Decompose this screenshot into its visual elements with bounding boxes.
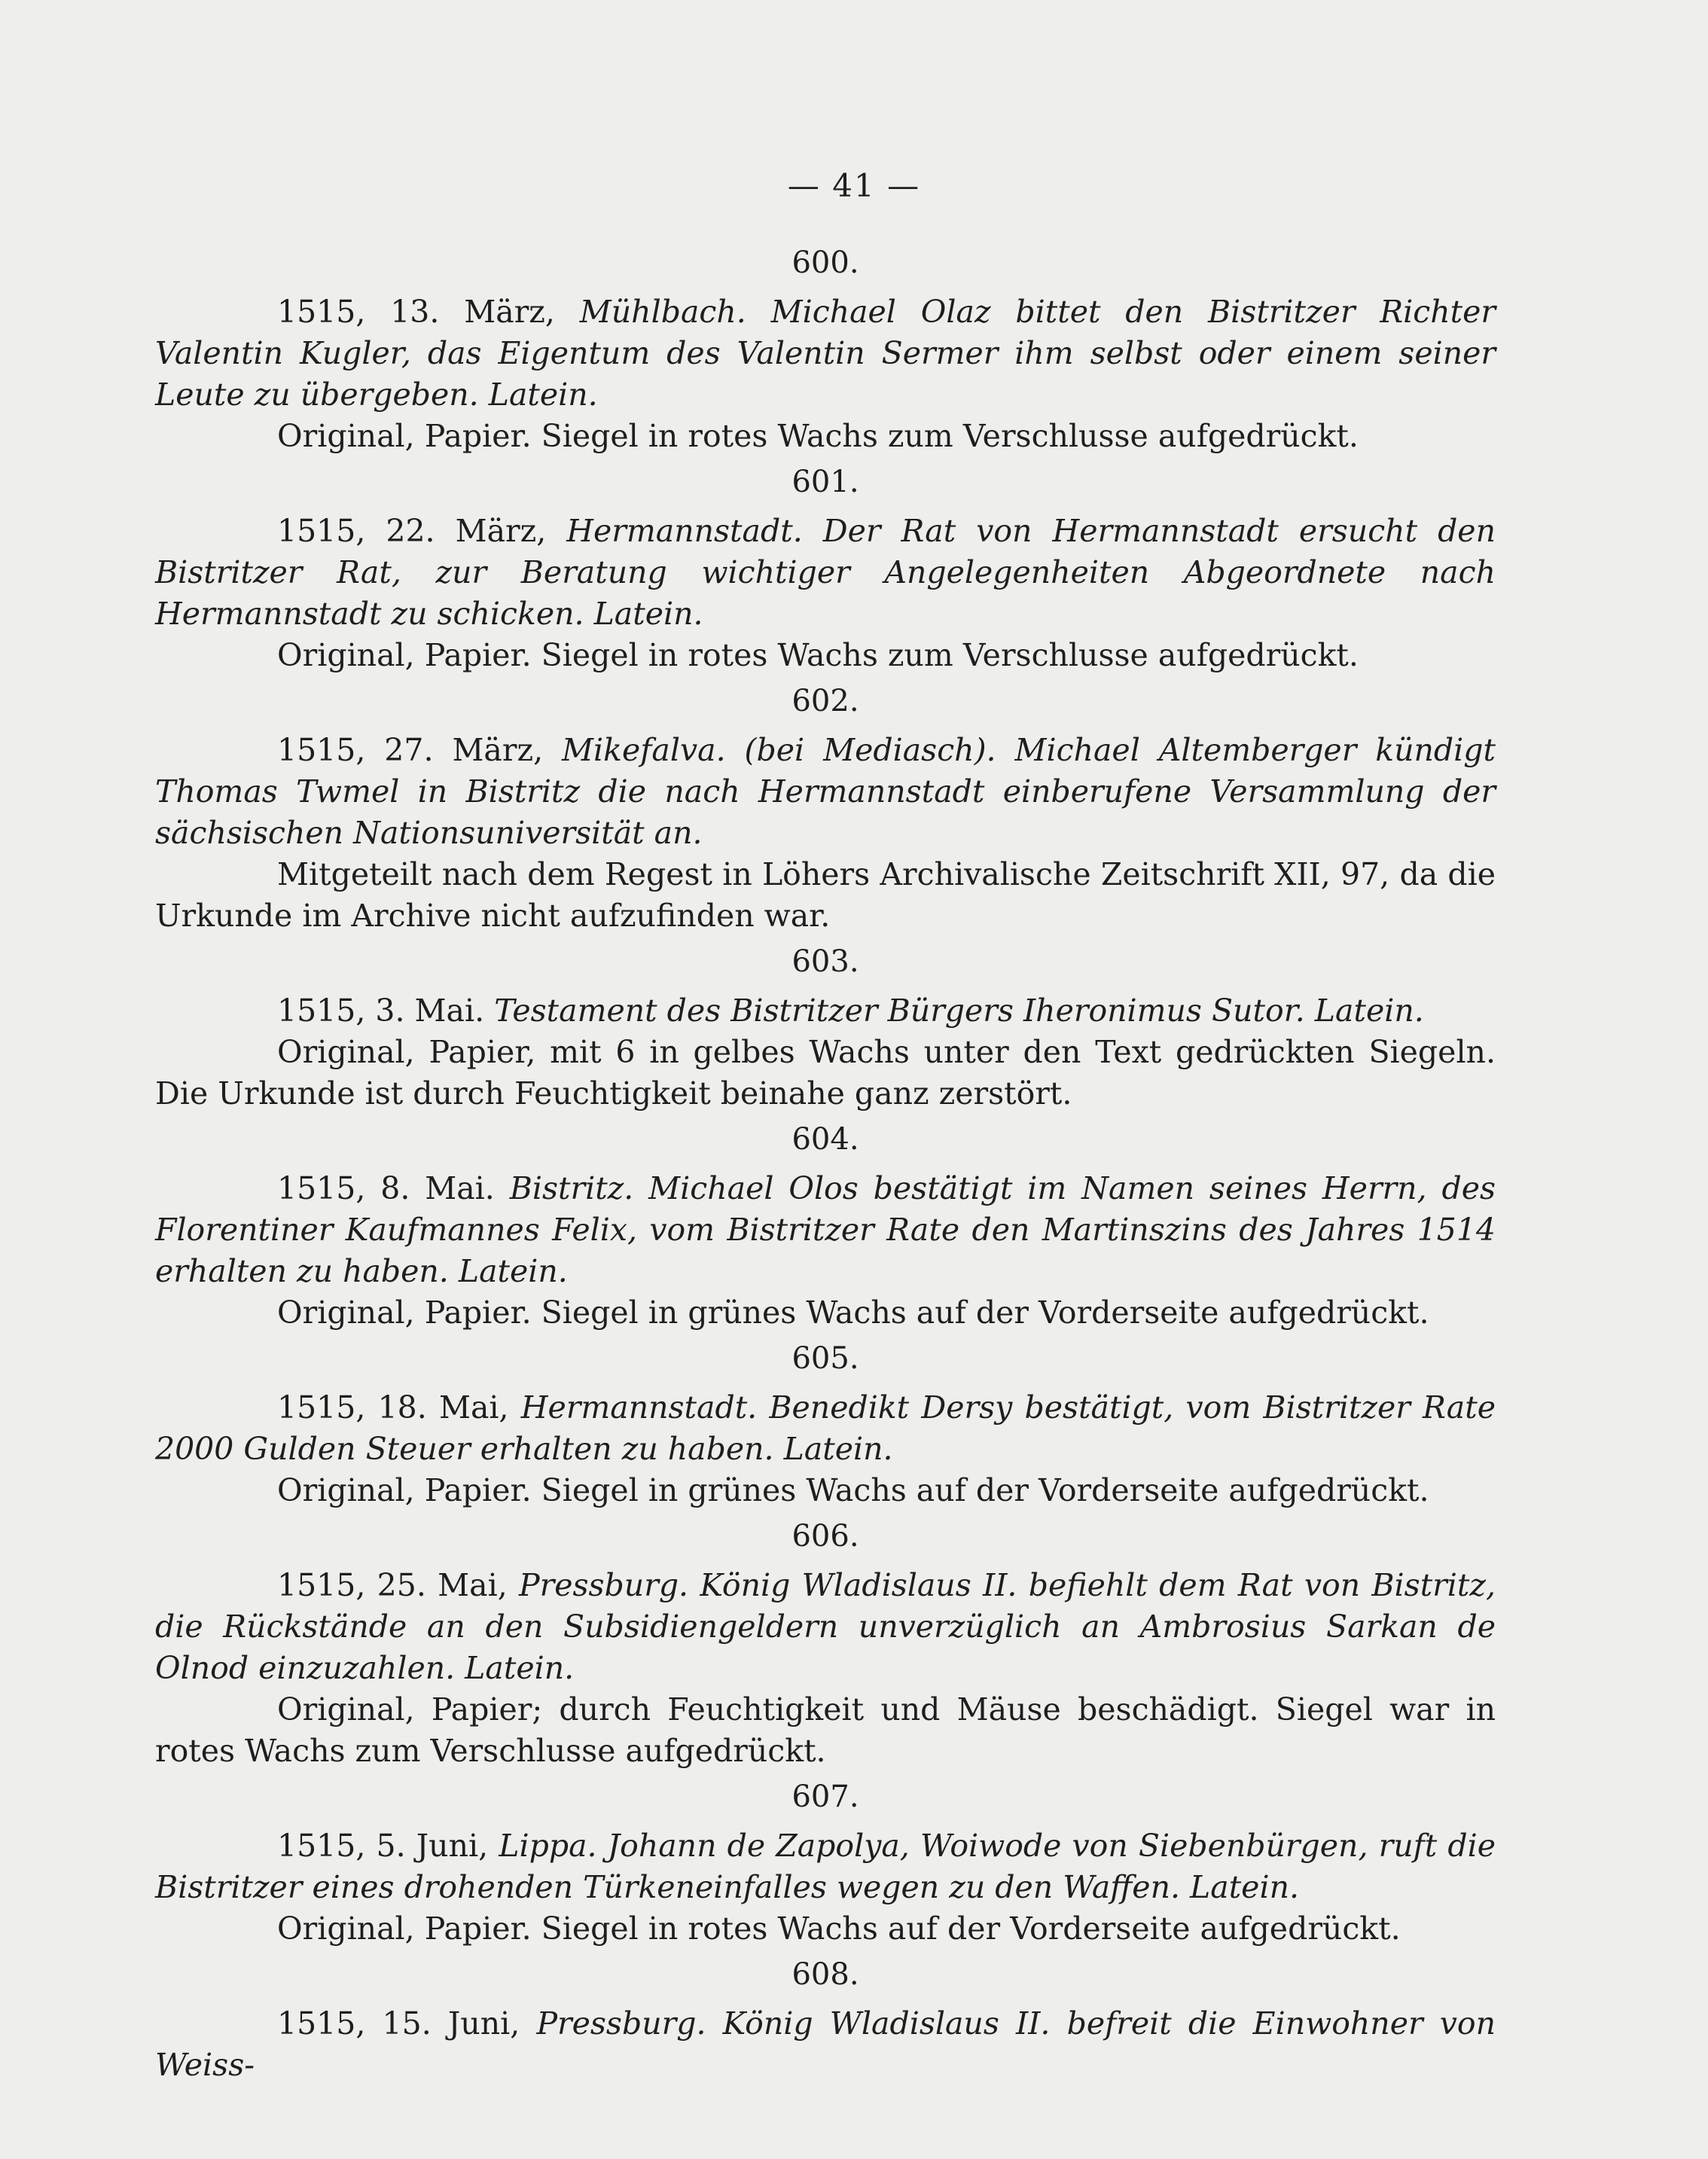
entry-number: 600.	[791, 245, 859, 280]
regest-entry	[155, 242, 1496, 457]
regest-entry	[155, 681, 1496, 937]
entry-number: 605.	[791, 1341, 859, 1376]
entry-number: 601.	[791, 465, 859, 499]
entry-summary: Pressburg. König Wladislaus II. befiehlt dem Rat von Bistritz, die Rückstände an den Subsidiengeldern unverzüglich an Ambrosius Sarkan de Olnod einzuzahlen. Latein.	[155, 1567, 1496, 1686]
entry-regest	[155, 990, 1496, 1032]
entry-note: Original, Papier. Siegel in rotes Wachs auf der Vorderseite aufgedrückt.	[277, 1910, 1401, 1947]
entry-regest	[155, 1387, 1496, 1470]
entry-date: 1515, 18. Mai,	[277, 1389, 509, 1426]
entry-summary: Mikefalva. (bei Mediasch). Michael Altemberger kündigt Thomas Twmel in Bistritz die nach Hermannstadt einberufene Versammlung der sächsischen Nationsuniversität an.	[155, 732, 1496, 851]
entry-regest	[155, 511, 1496, 635]
entry-regest	[155, 1825, 1496, 1908]
regest-entry	[155, 941, 1496, 1115]
entry-note: Original, Papier. Siegel in rotes Wachs zum Verschlusse aufgedrückt.	[277, 418, 1359, 454]
entry-date: 1515, 22. März,	[277, 513, 547, 549]
entry-summary: Testament des Bistritzer Bürgers Iheronimus Sutor. Latein.	[494, 993, 1424, 1029]
regest-entry	[155, 462, 1496, 676]
entry-summary: Hermannstadt. Der Rat von Hermannstadt ersucht den Bistritzer Rat, zur Beratung wichtiger Angelegenheiten Abgeordnete nach Hermannstadt zu schicken. Latein.	[155, 513, 1496, 632]
entry-date: 1515, 3. Mai.	[277, 993, 485, 1029]
entry-date: 1515, 27. März,	[277, 732, 544, 768]
entry-date: 1515, 25. Mai,	[277, 1567, 508, 1603]
entry-number: 607.	[791, 1779, 859, 1814]
entry-regest	[155, 1565, 1496, 1689]
entry-note: Original, Papier; durch Feuchtigkeit und Mäuse beschädigt. Siegel war in rotes Wachs zum Verschlusse aufgedrückt.	[155, 1691, 1496, 1769]
entry-date: 1515, 15. Juni,	[277, 2005, 520, 2042]
entry-note: Original, Papier. Siegel in grünes Wachs auf der Vorderseite aufgedrückt.	[277, 1472, 1429, 1508]
entry-note: Original, Papier. Siegel in grünes Wachs auf der Vorderseite aufgedrückt.	[277, 1294, 1429, 1331]
entry-regest	[155, 2003, 1496, 2086]
entry-summary: Hermannstadt. Benedikt Dersy bestätigt, vom Bistritzer Rate 2000 Gulden Steuer erhalten zu haben. Latein.	[155, 1389, 1496, 1467]
entry-number: 608.	[791, 1957, 859, 1992]
regest-list	[155, 239, 1496, 2090]
entry-number: 606.	[791, 1519, 859, 1554]
regest-entry	[155, 1516, 1496, 1772]
regest-entry	[155, 1776, 1496, 1950]
entry-regest	[155, 730, 1496, 854]
entry-number: 604.	[791, 1122, 859, 1157]
entry-number: 603.	[791, 944, 859, 979]
entry-note: Original, Papier. Siegel in rotes Wachs zum Verschlusse aufgedrückt.	[277, 637, 1359, 673]
entry-regest	[155, 1168, 1496, 1292]
regest-entry	[155, 1954, 1496, 2086]
entry-summary: Mühlbach. Michael Olaz bittet den Bistritzer Richter Valentin Kugler, das Eigentum des Valentin Sermer ihm selbst oder einem seiner Leute zu übergeben. Latein.	[155, 294, 1496, 413]
entry-summary: Bistritz. Michael Olos bestätigt im Namen seines Herrn, des Florentiner Kaufmannes Felix, vom Bistritzer Rate den Martinszins des Jahres 1514 erhalten zu haben. Latein.	[155, 1170, 1496, 1289]
page-number: — 41 —	[787, 167, 921, 204]
entry-date: 1515, 5. Juni,	[277, 1828, 489, 1864]
entry-date: 1515, 8. Mai.	[277, 1170, 495, 1206]
entry-number: 602.	[791, 684, 859, 718]
regest-entry	[155, 1338, 1496, 1511]
entry-date: 1515, 13. März,	[277, 294, 555, 330]
entry-regest	[155, 291, 1496, 416]
entry-summary: Pressburg. König Wladislaus II. befreit die Einwohner von Weiss-	[155, 2005, 1496, 2083]
entry-summary: Lippa. Johann de Zapolya, Woiwode von Siebenbürgen, ruft die Bistritzer eines drohenden Türkeneinfalles wegen zu den Waffen. Latein.	[155, 1828, 1496, 1905]
entry-note: Mitgeteilt nach dem Regest in Löhers Archivalische Zeitschrift XII, 97, da die Urkunde im Archive nicht aufzufinden war.	[155, 856, 1496, 934]
regest-entry	[155, 1119, 1496, 1334]
entry-note: Original, Papier, mit 6 in gelbes Wachs unter den Text gedrückten Siegeln. Die Urkunde ist durch Feuchtigkeit beinahe ganz zerstört.	[155, 1034, 1496, 1112]
